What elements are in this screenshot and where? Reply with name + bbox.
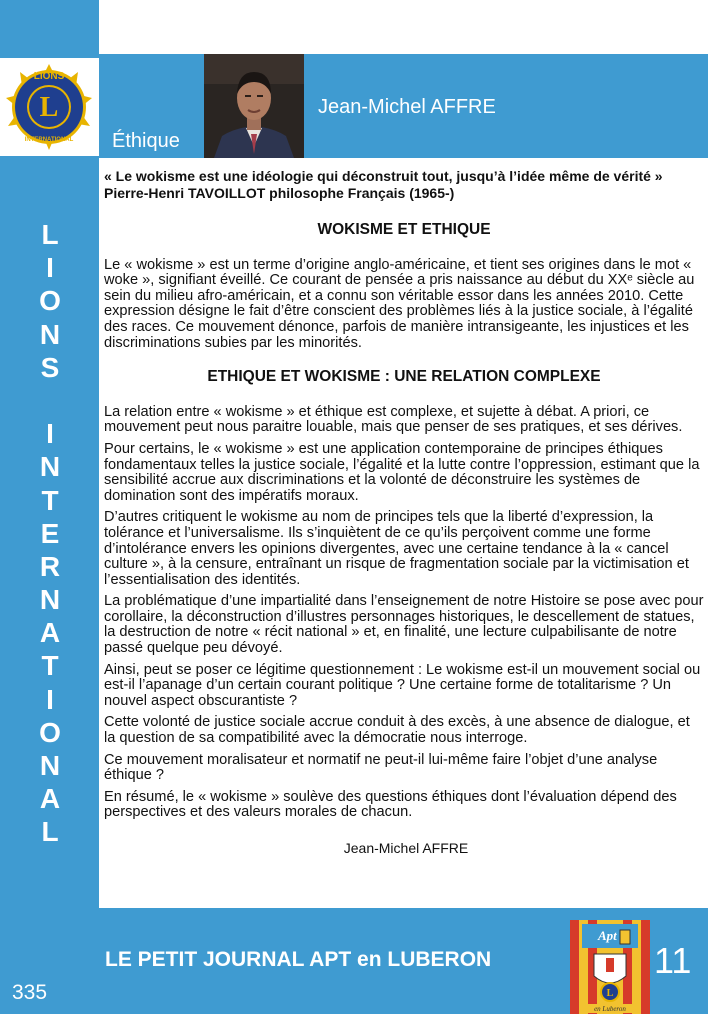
sidebar-letter: R bbox=[39, 550, 61, 582]
logo-letter: L bbox=[39, 92, 59, 123]
vertical-lions-international bbox=[30, 218, 70, 849]
sidebar-letter: S bbox=[40, 351, 60, 383]
title-wokisme-ethique: WOKISME ET ETHIQUE bbox=[317, 221, 491, 238]
article-signature: Jean-Michel AFFRE bbox=[343, 840, 469, 856]
article-paragraph: Pour certains, le « wokisme » est une application contemporaine de principes éthiques fondamentaux telles la justice sociale, l’égalité et la lutte contre l’oppression, estimant que la sensibilité accrue aux discriminations et la volonté de déconstruire les systèmes de domination sont des impératifs moraux. bbox=[104, 440, 700, 504]
sidebar-letter-gap bbox=[30, 384, 70, 417]
lions-logo bbox=[0, 58, 99, 156]
sidebar-letter: O bbox=[39, 285, 61, 317]
page-number: 11 bbox=[654, 940, 692, 981]
article-paragraph: Cette volonté de justice sociale accrue conduit à des excès, à une absence de dialogue, et la question de sa compatibilité avec la démocratie nous interroge. bbox=[104, 714, 690, 747]
article-paragraph: En résumé, le « wokisme » soulève des questions éthiques dont l’évaluation dépend des perspectives et des valeurs morales de chacun. bbox=[104, 788, 677, 821]
issue-number: 335 bbox=[12, 981, 48, 1004]
crest-label-bottom: en Luberon bbox=[594, 1005, 626, 1013]
article-paragraph: Ce mouvement moralisateur et normatif ne peut-il lui-même faire l’objet d’une analyse éthique ? bbox=[104, 751, 658, 784]
opening-quote: « Le wokisme est une idéologie qui déconstruit tout, jusqu’à l’idée même de vérité » Pierre-Henri TAVOILLOT philosophe Français (1965-) bbox=[104, 168, 663, 201]
sidebar-letter: N bbox=[39, 750, 61, 781]
sidebar-letter: A bbox=[39, 783, 61, 815]
title-relation-complexe: ETHIQUE ET WOKISME : UNE RELATION COMPLEXE bbox=[207, 368, 601, 386]
sidebar-letter: I bbox=[46, 683, 54, 715]
sidebar-letter: E bbox=[40, 517, 60, 549]
journal-title: LE PETIT JOURNAL APT en LUBERON bbox=[105, 948, 492, 971]
sidebar-letter: L bbox=[41, 816, 59, 848]
sidebar-letter: N bbox=[39, 584, 61, 616]
sidebar-letter: N bbox=[39, 451, 61, 483]
apt-crest bbox=[570, 920, 650, 1014]
sidebar-letter: I bbox=[46, 418, 54, 450]
sidebar-letter: T bbox=[41, 484, 59, 516]
sidebar-letter: T bbox=[41, 650, 59, 682]
article-paragraph: La problématique d’une impartialité dans l’enseignement de notre Histoire se pose avec pour corollaire, la déconstruction d’illustres personnages historiques, le descellement de statues, la destruction de notre « récit national » et, en finalité, une lecture culpabilisante de notre passé quelque peu dévoyé. bbox=[104, 593, 704, 657]
sidebar-letter: L bbox=[41, 219, 59, 250]
author-photo bbox=[204, 54, 304, 158]
article-body bbox=[104, 168, 704, 857]
intro-paragraph: Le « wokisme » est un terme d’origine anglo-américaine, et tient ses origines dans le mot « woke », signifiant éveillé. Ce courant de pensée a pris naissance au début du XXᵉ siècle au sein du milieu afro-américain, et a connu son véritable essor dans les années 2010. Cette expression désigne le fait d’être conscient des problèmes liés à la justice sociale, à l’égalité des races. Ce mouvement dénonce, parfois de manière intransigeante, les injustices et les discriminations subies par les minorités. bbox=[104, 256, 695, 351]
svg-text:L: L bbox=[606, 988, 614, 999]
logo-text-bottom: INTERNATIONAL bbox=[24, 137, 74, 143]
apt-coat-of-arms-icon bbox=[570, 920, 650, 1014]
lions-emblem-icon bbox=[0, 58, 99, 156]
sidebar-letter: N bbox=[39, 318, 61, 350]
crest-label-top: Apt bbox=[598, 928, 617, 943]
author-name-header: Jean-Michel AFFRE bbox=[318, 96, 496, 118]
sidebar-letter: I bbox=[46, 252, 54, 284]
sidebar-letter: O bbox=[39, 716, 61, 748]
article-paragraph: D’autres critiquent le wokisme au nom de principes tels que la liberté d’expression, la tolérance et l’universalisme. Ils s’inquiètent de ce qu’ils perçoivent comme une forme d’intolérance envers les opinions divergentes, avec une certaine tendance à la « cancel culture », à la censure, entraînant un risque de fragmentation sociale par la victimisation et l’essentialisation des identités. bbox=[104, 509, 689, 588]
article-paragraph: La relation entre « wokisme » et éthique est complexe, et sujette à débat. A priori, ce mouvement peut nous paraitre louable, mais que penser de ses pratiques, et ses dérives. bbox=[104, 403, 683, 436]
sidebar-letter: A bbox=[39, 617, 61, 649]
logo-text-top: LIONS bbox=[33, 71, 65, 82]
section-label: Éthique bbox=[112, 130, 180, 152]
article-paragraph: Ainsi, peut se poser ce légitime questionnement : Le wokisme est-il un mouvement social ou est-il l’apanage d’un certain courant politique ? Une certaine forme de totalitarisme ? Un nouvel aspect obscurantiste ? bbox=[104, 661, 701, 709]
